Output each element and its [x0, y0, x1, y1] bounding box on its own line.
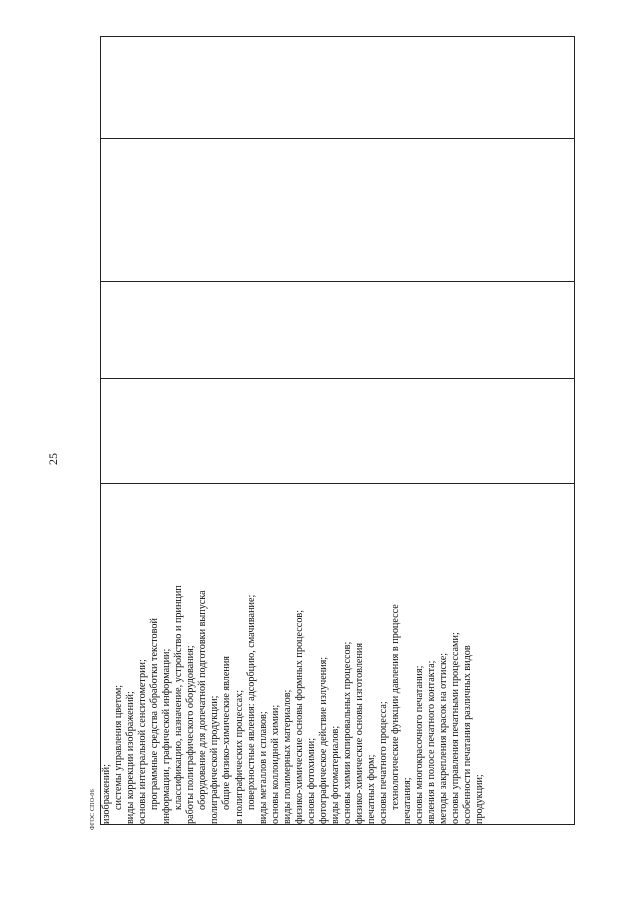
table-row: [101, 37, 575, 825]
hours-cell: [101, 379, 575, 484]
footer-code: ФГОС СПО-06: [90, 789, 96, 830]
content-line: печатания;: [402, 777, 414, 824]
content-line: изображений;: [101, 764, 112, 824]
page-number: 25: [46, 453, 60, 465]
content-list: [101, 484, 487, 824]
content-line: печатных форм;: [366, 754, 378, 824]
content-line: полиграфической продукции;: [209, 695, 221, 824]
content-line: особенности печатания различных видов: [462, 645, 474, 824]
study-hours-cell: [101, 282, 575, 379]
content-line: программные средства обработки текстовой: [149, 618, 161, 810]
content-line: физико-химические основы формных процессов;: [293, 609, 305, 824]
content-line: основы многокрасочного печатания;: [414, 665, 426, 824]
content-line: виды коррекции изображений;: [125, 691, 137, 824]
content-line: системы управления цветом;: [113, 684, 125, 810]
content-line: явления в полосе печатного контакта;: [426, 660, 438, 824]
content-line: в полиграфических процессах;: [233, 689, 245, 824]
content-line: фотографическое действие излучения;: [317, 656, 329, 824]
content-line: основы интегральной сенситометрии;: [137, 659, 149, 824]
content-line: виды фотоматериалов;: [329, 725, 341, 824]
competency-content-cell: [101, 484, 575, 825]
content-line: общие физико-химические явления: [221, 656, 233, 810]
content-line: основы коллоидной химии;: [269, 704, 281, 824]
content-line: виды полимерных материалов;: [281, 689, 293, 824]
content-line: продукции;: [474, 774, 486, 824]
competency-code-cell: [101, 37, 575, 139]
curriculum-table: [100, 42, 575, 825]
rotated-table-container: [100, 42, 575, 825]
content-line: основы химии копировальных процессов;: [341, 641, 353, 824]
content-line: методы закрепления красок на оттиске;: [438, 652, 450, 824]
content-line: основы управления печатными процессами;: [450, 632, 462, 824]
content-line: физико-химические основы изготовления: [353, 642, 365, 824]
content-line: основы печатного процесса;: [378, 701, 390, 824]
content-line: виды металлов и сплавов;: [257, 711, 269, 824]
discipline-cell: [101, 139, 575, 282]
content-line: работы полиграфического оборудования;: [185, 645, 197, 824]
content-line: информации, графической информации;: [161, 648, 173, 824]
content-line: основы фотохимии;: [305, 737, 317, 824]
content-line: оборудование для допечатной подготовки выпуска: [197, 590, 209, 810]
content-line: технологические функции давления в процессе: [390, 604, 402, 810]
table-grid: [100, 36, 575, 825]
content-line: поверхностные явления: адсорбцию, смачивание;: [245, 594, 257, 810]
content-line: классификацию, назначение, устройство и принцип: [173, 585, 185, 810]
